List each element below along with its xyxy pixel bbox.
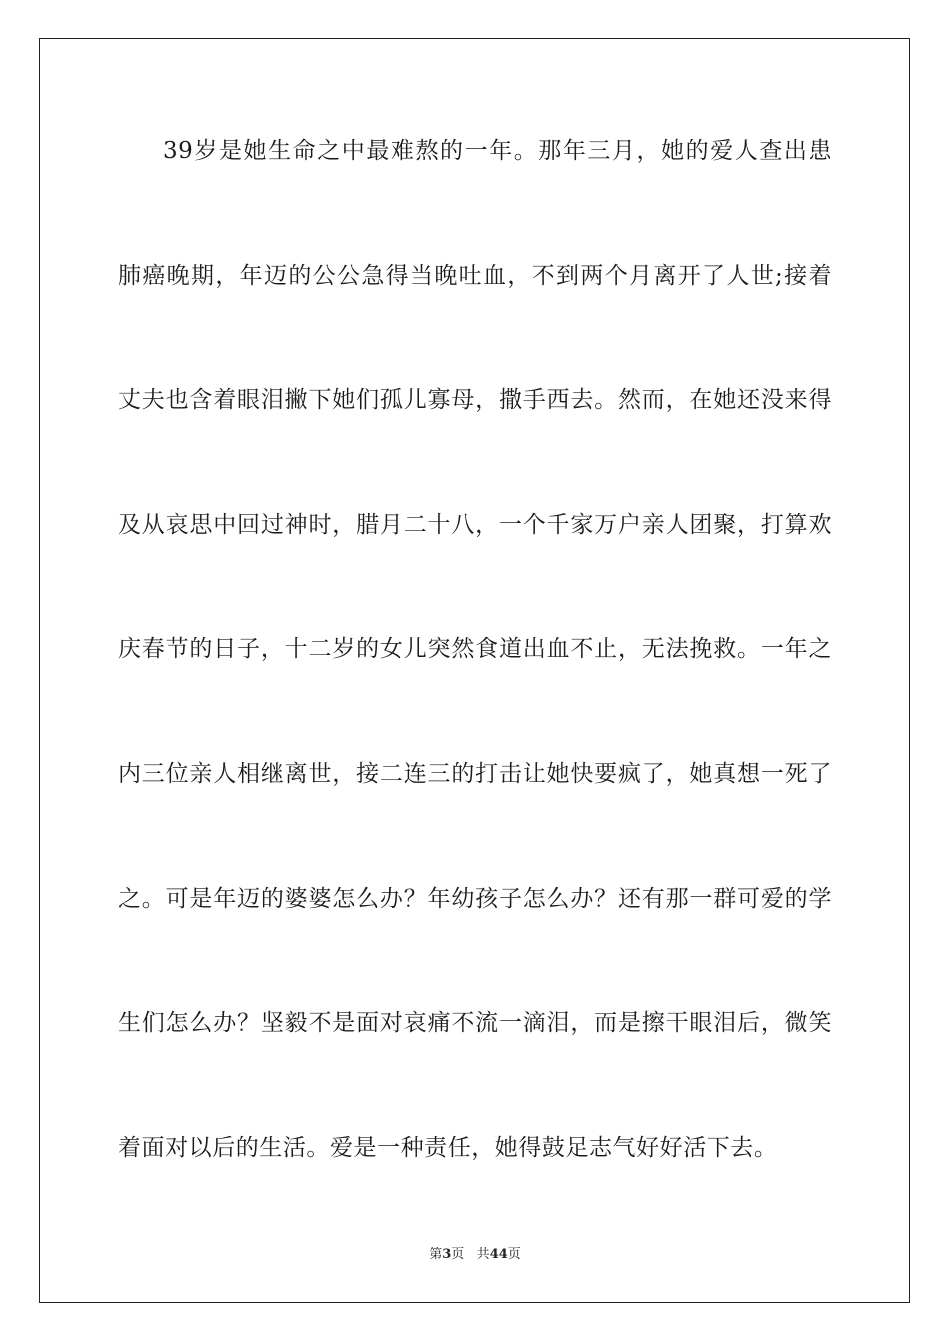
page-suffix: 页 — [451, 1247, 465, 1262]
page-footer — [0, 1246, 950, 1264]
paragraph-line-9: 着面对以后的生活。爱是一种责任，她得鼓足志气好好活下去。 — [118, 1135, 778, 1161]
paragraph-line-4: 及从哀思中回过神时，腊月二十八，一个千家万户亲人团聚，打算欢 — [118, 512, 832, 538]
paragraph-line-6: 内三位亲人相继离世，接二连三的打击让她快要疯了，她真想一死了 — [118, 761, 832, 787]
page-prefix: 第 — [429, 1247, 443, 1262]
paragraph-line-5: 庆春节的日子，十二岁的女儿突然食道出血不止，无法挽救。一年之 — [118, 636, 832, 662]
total-pages: 44 — [489, 1247, 508, 1262]
total-prefix: 共 — [476, 1247, 490, 1262]
page-number: 3 — [442, 1247, 452, 1262]
paragraph-line-1: 39岁是她生命之中最难熬的一年。那年三月，她的爱人查出患 — [163, 138, 832, 164]
page-border — [39, 38, 910, 1303]
paragraph-line-8: 生们怎么办？坚毅不是面对哀痛不流一滴泪，而是擦干眼泪后，微笑 — [118, 1010, 832, 1036]
total-suffix: 页 — [507, 1247, 521, 1262]
paragraph-line-2: 肺癌晚期，年迈的公公急得当晚吐血，不到两个月离开了人世;接着 — [118, 263, 832, 289]
paragraph-line-3: 丈夫也含着眼泪撇下她们孤儿寡母，撒手西去。然而，在她还没来得 — [118, 387, 832, 413]
paragraph-line-7: 之。可是年迈的婆婆怎么办？年幼孩子怎么办？还有那一群可爱的学 — [118, 886, 832, 912]
